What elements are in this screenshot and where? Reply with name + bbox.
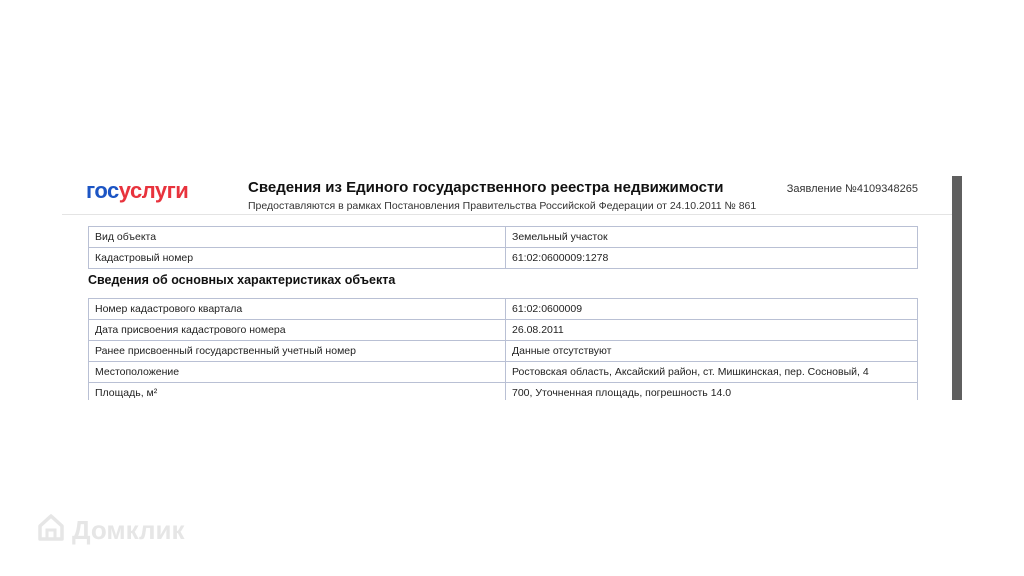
header-divider — [62, 214, 952, 215]
row-value: Данные отсутствуют — [506, 341, 918, 362]
watermark-text: Домклик — [72, 515, 185, 545]
document-screenshot — [62, 170, 952, 400]
row-label: Вид объекта — [89, 227, 506, 248]
house-icon — [36, 512, 66, 549]
table-row — [89, 383, 918, 401]
application-number: Заявление №4109348265 — [786, 183, 918, 195]
row-label: Местоположение — [89, 362, 506, 383]
table-row — [89, 299, 918, 320]
row-value: 700, Уточненная площадь, погрешность 14.0 — [506, 383, 918, 401]
row-value: 26.08.2011 — [506, 320, 918, 341]
row-value: 61:02:0600009 — [506, 299, 918, 320]
logo-part-gos: гос — [86, 178, 119, 203]
scrollbar[interactable] — [952, 176, 962, 400]
row-label: Площадь, м² — [89, 383, 506, 401]
row-label: Кадастровый номер — [89, 248, 506, 269]
table-row — [89, 227, 918, 248]
characteristics-table — [88, 298, 918, 400]
object-table — [88, 226, 918, 269]
document-title: Сведения из Единого государственного реестра недвижимости — [248, 179, 724, 196]
row-label: Дата присвоения кадастрового номера — [89, 320, 506, 341]
table-row — [89, 341, 918, 362]
row-value: Земельный участок — [506, 227, 918, 248]
document-subtitle: Предоставляются в рамках Постановления Правительства Российской Федерации от 24.10.2011 № 861 — [248, 200, 757, 212]
logo-part-uslugi: услуги — [118, 178, 189, 203]
table-row — [89, 362, 918, 383]
row-label: Номер кадастрового квартала — [89, 299, 506, 320]
gosuslugi-logo — [86, 178, 188, 204]
domclick-watermark — [36, 512, 184, 549]
table-row — [89, 320, 918, 341]
section-title: Сведения об основных характеристиках объекта — [88, 273, 396, 287]
row-label: Ранее присвоенный государственный учетный номер — [89, 341, 506, 362]
row-value: 61:02:0600009:1278 — [506, 248, 918, 269]
table-row — [89, 248, 918, 269]
row-value: Ростовская область, Аксайский район, ст. Мишкинская, пер. Сосновый, 4 — [506, 362, 918, 383]
